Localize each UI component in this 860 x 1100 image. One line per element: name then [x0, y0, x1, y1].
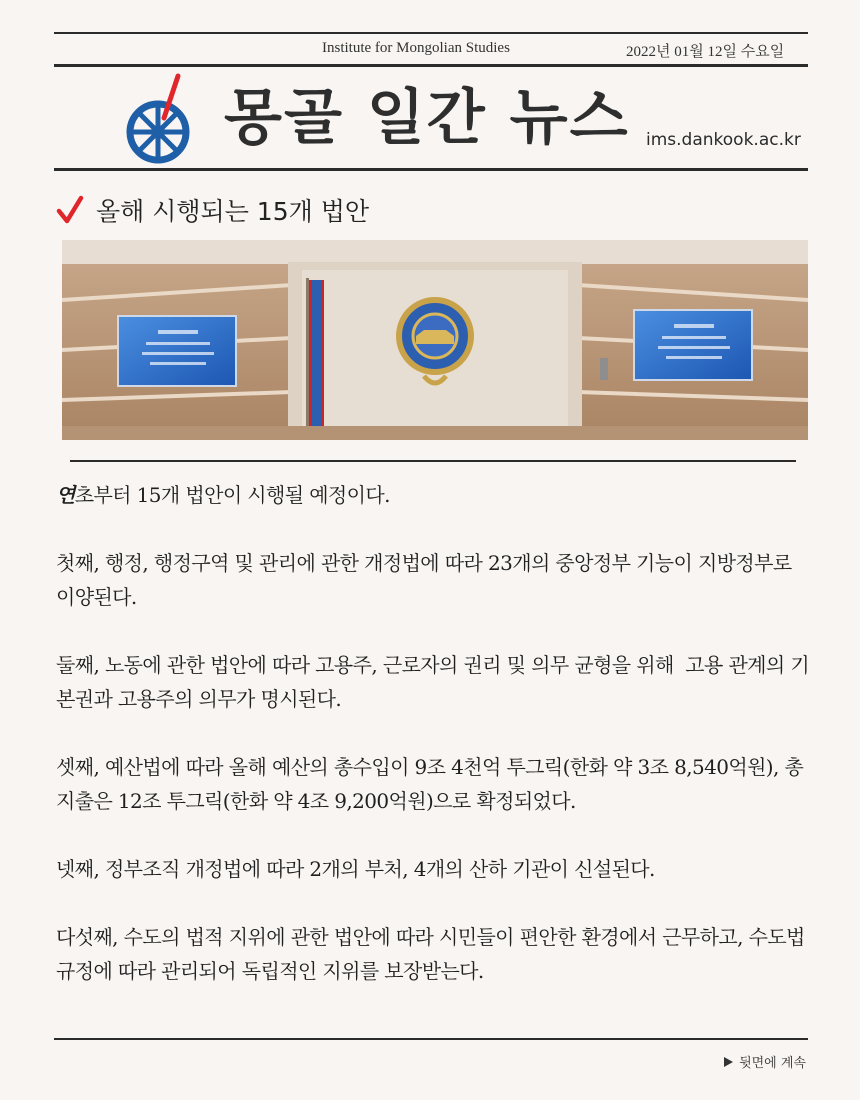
continue-label: 뒷면에 계속: [739, 1056, 806, 1071]
paragraph-second: 둘째, 노동에 관한 법안에 따라 고용주, 근로자의 권리 및 의무 균형을 위해 고용 관계의 기본권과 고용주의 의무가 명시된다.: [56, 653, 810, 711]
lead-paragraph: [56, 478, 816, 512]
bottom-rule: [54, 1038, 808, 1040]
paragraph-fourth: 넷째, 정부조직 개정법에 따라 2개의 부처, 4개의 산하 기관이 신설된다.: [56, 857, 655, 881]
continue-note: [724, 1052, 806, 1071]
issue-date: 2022년 01월 12일 수요일: [626, 44, 785, 60]
photo-divider: [70, 460, 796, 462]
site-url[interactable]: ims.dankook.ac.kr: [646, 130, 801, 150]
headline-text: 올해 시행되는 15개 법안: [96, 197, 370, 226]
parliament-hall-photo: [62, 240, 808, 440]
institute-name: Institute for Mongolian Studies: [322, 40, 510, 56]
lead-rest: 초부터 15개 법안이 시행될 예정이다.: [74, 483, 390, 507]
article-body: [56, 478, 816, 988]
top-rule: [54, 32, 808, 34]
masthead-top-rule: [54, 64, 808, 67]
article-headline: [56, 190, 369, 230]
paragraph-third: 셋째, 예산법에 따라 올해 예산의 총수입이 9조 4천억 투그릭(한화 약 3조 8,540억원), 총지출은 12조 투그릭(한화 약 4조 9,200억원)으로 확정되었다.: [56, 755, 804, 813]
newspaper-title: 몽골 일간 뉴스: [224, 83, 630, 153]
paragraph-fifth: 다섯째, 수도의 법적 지위에 관한 법안에 따라 시민들이 편안한 환경에서 근무하고, 수도법 규정에 따라 관리되어 독립적인 지위를 보장받는다.: [56, 925, 811, 983]
play-triangle-icon: [724, 1057, 733, 1067]
paragraph-first: 첫째, 행정, 행정구역 및 관리에 관한 개정법에 따라 23개의 중앙정부 기능이 지방정부로 이양된다.: [56, 551, 798, 609]
lead-first-char: 연: [56, 483, 75, 507]
masthead-bottom-rule: [54, 168, 808, 171]
masthead: [120, 72, 820, 164]
checkmark-icon: [56, 195, 84, 225]
wheel-logo-icon: [120, 72, 200, 164]
